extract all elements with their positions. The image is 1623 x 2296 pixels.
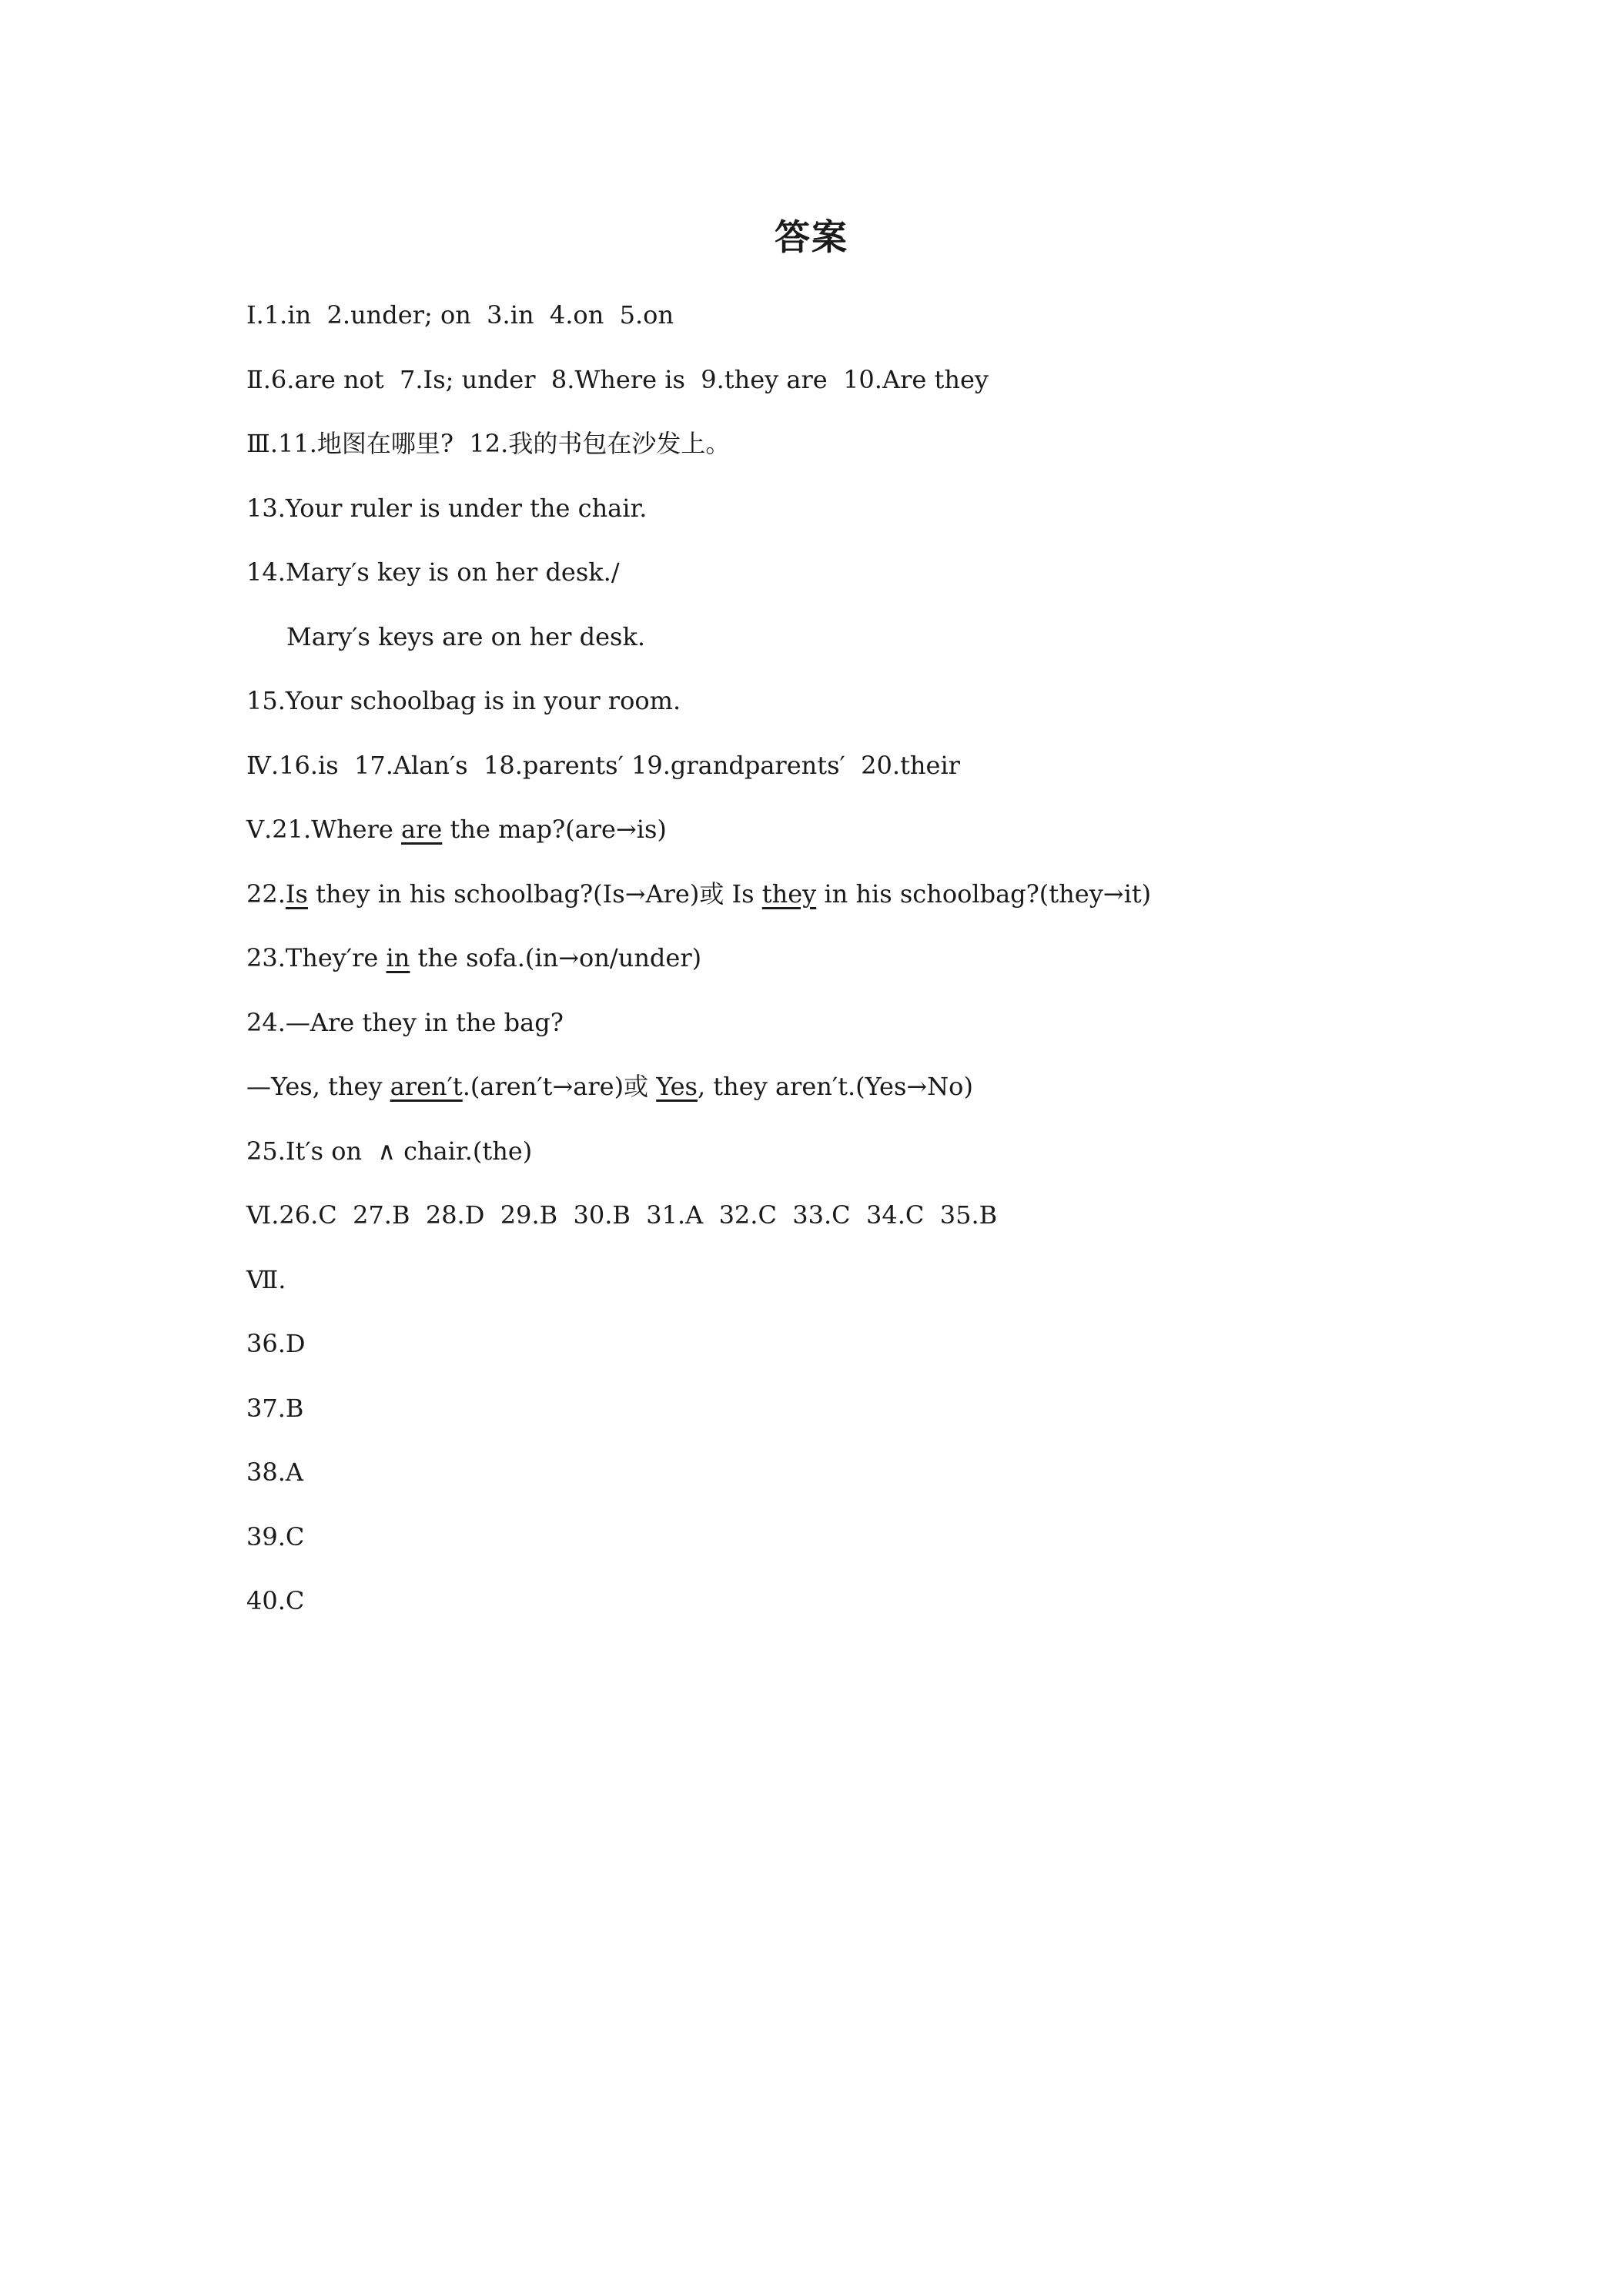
answer-line-21: Ⅴ.21.Where are the map?(are→is) bbox=[246, 815, 667, 844]
answer-line-15: 15.Your schoolbag is in your room. bbox=[246, 686, 681, 715]
error-marker: Yes bbox=[656, 1072, 698, 1101]
answer-line-24: 24.—Are they in the bag? bbox=[246, 1008, 564, 1037]
answer-line-24-response: —Yes, they aren′t.(aren′t→are)或 Yes, they aren′t.(Yes→No) bbox=[246, 1072, 973, 1101]
answer-line-section-3: Ⅲ.11.地图在哪里? 12.我的书包在沙发上。 bbox=[246, 429, 731, 458]
error-marker: in bbox=[386, 943, 410, 972]
answer-line-38: 38.A bbox=[246, 1458, 303, 1487]
error-marker: are bbox=[401, 815, 443, 844]
answer-line-22: 22.Is they in his schoolbag?(Is→Are)或 Is they in his schoolbag?(they→it) bbox=[246, 879, 1152, 909]
answer-line-section-4: Ⅳ.16.is 17.Alan′s 18.parents′ 19.grandparents′ 20.their bbox=[246, 751, 960, 780]
error-marker: aren′t bbox=[390, 1072, 463, 1101]
answer-line-37: 37.B bbox=[246, 1394, 304, 1423]
error-marker: Is bbox=[285, 879, 308, 909]
answer-line-section-2: Ⅱ.6.are not 7.Is; under 8.Where is 9.they are 10.Are they bbox=[246, 365, 989, 394]
answer-line-section-1: Ⅰ.1.in 2.under; on 3.in 4.on 5.on bbox=[246, 300, 674, 330]
answer-line-39: 39.C bbox=[246, 1522, 305, 1551]
answer-line-40: 40.C bbox=[246, 1586, 305, 1615]
answer-line-14-alt: Mary′s keys are on her desk. bbox=[286, 622, 646, 651]
answer-line-13: 13.Your ruler is under the chair. bbox=[246, 494, 648, 523]
answer-line-36: 36.D bbox=[246, 1329, 306, 1358]
section-7-heading: Ⅶ. bbox=[246, 1265, 286, 1294]
error-marker: they bbox=[761, 879, 817, 909]
answer-line-14: 14.Mary′s key is on her desk./ bbox=[246, 557, 620, 587]
answer-line-25: 25.It′s on ∧ chair.(the) bbox=[246, 1136, 533, 1166]
answer-line-section-6: Ⅵ.26.C 27.B 28.D 29.B 30.B 31.A 32.C 33.C 34.C 35.B bbox=[246, 1200, 998, 1230]
answer-line-23: 23.They′re in the sofa.(in→on/under) bbox=[246, 943, 702, 972]
page-title: 答案 bbox=[775, 216, 848, 258]
